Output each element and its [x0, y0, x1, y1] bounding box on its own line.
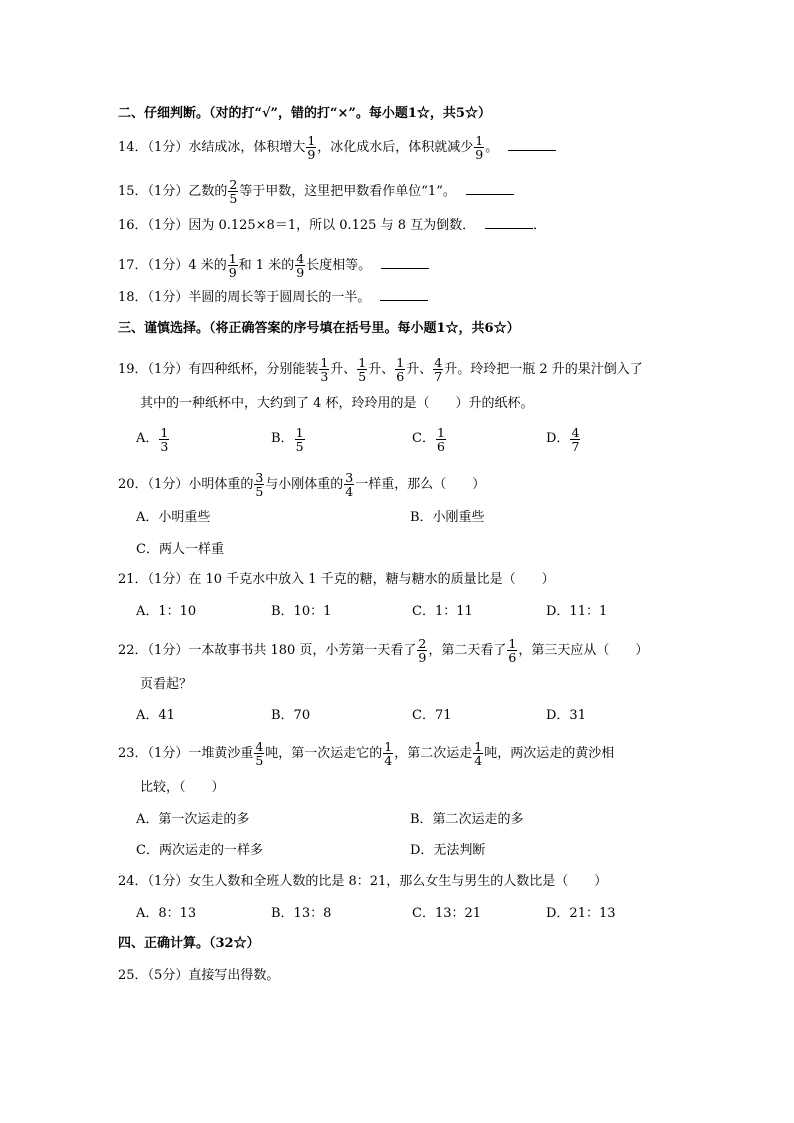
answer-blank[interactable]	[485, 227, 533, 229]
option-c[interactable]: C．1：11	[412, 604, 473, 619]
question-23: 23．（1分）一堆黄沙重 $\frac{4}{5}$ 吨，第一次运走它的 $\frac{1}{4}$ ，第二次运走 $\frac{1}{4}$ 吨，两次运走的黄沙相	[118, 739, 615, 768]
section-heading-judgment: 二、仔细判断。（对的打“√”，错的打“×”。每小题1☆，共5☆）	[118, 106, 491, 121]
question-19-options	[136, 422, 676, 456]
question-20: 20．（1分）小明体重的 $\frac{3}{5}$ 与小刚体重的 $\frac{3}{4}$ 一样重，那么（ ）	[118, 470, 486, 499]
answer-blank[interactable]	[508, 149, 556, 151]
fraction: $\frac{3}{4}$	[345, 470, 354, 499]
answer-blank[interactable]	[380, 299, 428, 301]
option-c[interactable]: C．两人一样重	[136, 542, 224, 557]
question-22-line2: 页看起？	[140, 677, 193, 692]
option-d[interactable]: D．21：13	[546, 906, 616, 921]
question-19: 19．（1分）有四种纸杯，分别能装 $\frac{1}{3}$ 升、 $\frac{1}{5}$ 升、 $\frac{1}{6}$ 升、 $\frac{4}{7}$ 升。玲玲把一瓶 2 升的果汁倒入了	[118, 355, 643, 384]
fraction: $\frac{1}{3}$	[320, 355, 329, 384]
question-24: 24．（1分）女生人数和全班人数的比是 8：21，那么女生与男生的人数比是（ ）	[118, 874, 608, 889]
option-d[interactable]: D．31	[546, 708, 586, 723]
question-19-line2: 其中的一种纸杯中，大约到了 4 杯，玲玲用的是（ ）升的纸杯。	[140, 396, 534, 411]
fraction: $\frac{2}{9}$	[418, 636, 427, 665]
option-d[interactable]: D．无法判断	[410, 843, 486, 858]
question-16: 16．（1分）因为 0.125×8＝1，所以 0.125 与 8 互为倒数． ．	[118, 218, 547, 233]
option-b[interactable]: B．13：8	[271, 906, 332, 921]
fraction: $\frac{3}{5}$	[255, 470, 264, 499]
option-b[interactable]: B．70	[271, 708, 311, 723]
question-25: 25．（5分）直接写出得数。	[118, 968, 280, 983]
answer-blank[interactable]	[381, 267, 429, 269]
fraction: $\frac{4}{7}$	[434, 355, 443, 384]
option-b[interactable]: B． $\frac{1}{5}$	[271, 424, 304, 454]
answer-blank[interactable]	[466, 193, 514, 195]
option-a[interactable]: A．41	[136, 708, 175, 723]
option-a[interactable]: A． $\frac{1}{3}$	[136, 424, 169, 454]
fraction: $\frac{1}{9}$	[228, 251, 237, 280]
question-15: 15．（1分）乙数的 $\frac{2}{5}$ 等于甲数，这里把甲数看作单位“1”。	[118, 178, 514, 205]
question-17: 17．（1分）4 米的 $\frac{1}{9}$ 和 1 米的 $\frac{4}{9}$ 长度相等。	[118, 252, 429, 279]
option-d[interactable]: D． $\frac{4}{7}$	[546, 424, 580, 454]
fraction: $\frac{4}{5}$	[255, 739, 264, 768]
option-c[interactable]: C．两次运走的一样多	[136, 843, 263, 858]
option-a[interactable]: A．8：13	[136, 906, 197, 921]
option-a[interactable]: A．第一次运走的多	[136, 812, 250, 827]
fraction: $\frac{1}{9}$	[307, 133, 316, 162]
fraction: $\frac{1}{4}$	[384, 739, 393, 768]
section-heading-choice: 三、谨慎选择。（将正确答案的序号填在括号里。每小题1☆，共6☆）	[118, 321, 520, 336]
section-heading-calculation: 四、正确计算。（32☆）	[118, 936, 260, 951]
question-21: 21．（1分）在 10 千克水中放入 1 千克的糖，糖与糖水的质量比是（ ）	[118, 572, 555, 587]
fraction: $\frac{1}{4}$	[474, 739, 483, 768]
option-c[interactable]: C． $\frac{1}{6}$	[412, 424, 445, 454]
option-d[interactable]: D．11：1	[546, 604, 608, 619]
option-c[interactable]: C．13：21	[412, 906, 482, 921]
fraction: $\frac{4}{9}$	[296, 251, 305, 280]
option-b[interactable]: B．10：1	[271, 604, 332, 619]
question-14: 14．（1分）水结成冰，体积增大 $\frac{1}{9}$ ，冰化成水后，体积就减少 $\frac{1}{9}$ 。	[118, 134, 556, 161]
option-b[interactable]: B．第二次运走的多	[410, 812, 524, 827]
option-c[interactable]: C．71	[412, 708, 452, 723]
question-22: 22．（1分）一本故事书共 180 页，小芳第一天看了 $\frac{2}{9}$ ，第二天看了 $\frac{1}{6}$ ，第三天应从（ ）	[118, 636, 649, 665]
option-a[interactable]: A．1：10	[136, 604, 197, 619]
fraction: $\frac{1}{6}$	[396, 355, 405, 384]
fraction: $\frac{2}{5}$	[229, 177, 238, 206]
question-18: 18．（1分）半圆的周长等于圆周长的一半。	[118, 289, 428, 307]
fraction: $\frac{1}{9}$	[475, 133, 484, 162]
option-a[interactable]: A．小明重些	[136, 510, 211, 525]
fraction: $\frac{1}{5}$	[358, 355, 367, 384]
option-b[interactable]: B．小刚重些	[410, 510, 485, 525]
question-23-line2: 比较，（ ）	[140, 780, 225, 795]
fraction: $\frac{1}{6}$	[508, 636, 517, 665]
